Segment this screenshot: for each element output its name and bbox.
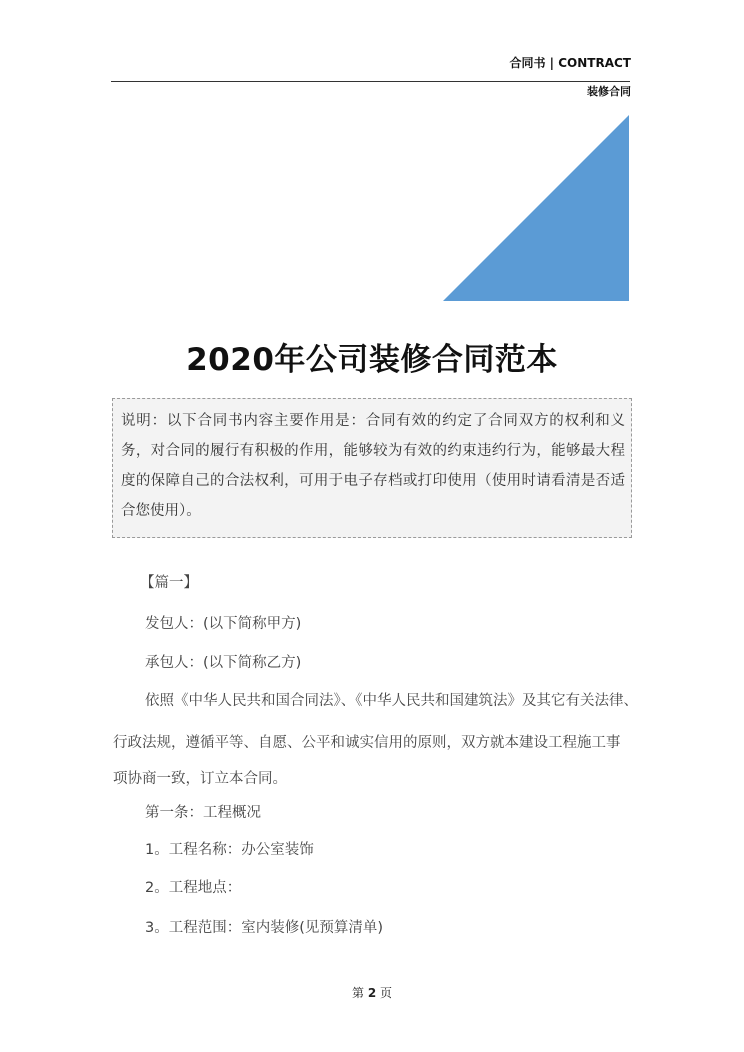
article-1-heading: 第一条：工程概况 — [145, 805, 261, 821]
footer-suffix: 页 — [380, 986, 393, 1000]
item-2: 2。工程地点： — [145, 880, 242, 896]
note-box: 说明：以下合同书内容主要作用是：合同有效的约定了合同双方的权利和义务，对合同的履行有积极的作用，能够较为有效的约束违约行为，能够最大程度的保障自己的合法权利，可用于电子存档或打印使用（使用时请看清是否适合您使用）。 — [112, 398, 632, 538]
footer-prefix: 第 — [351, 986, 364, 1000]
header-subtitle: 装修合同 — [587, 85, 631, 98]
header-divider — [111, 81, 630, 82]
party-a-line: 发包人：(以下简称甲方) — [145, 616, 302, 632]
document-title: 2020年公司装修合同范本 — [186, 342, 558, 378]
section-heading: 【篇一】 — [140, 575, 198, 591]
party-b-line: 承包人：(以下简称乙方) — [145, 655, 302, 671]
page-number: 2 — [367, 986, 377, 1000]
decorative-triangle — [443, 115, 629, 301]
header-contract-label: 合同书 | CONTRACT — [509, 56, 631, 70]
intro-line-3: 项协商一致，订立本合同。 — [113, 771, 287, 787]
intro-line-2: 行政法规，遵循平等、自愿、公平和诚实信用的原则，双方就本建设工程施工事 — [113, 735, 621, 751]
intro-line-1: 依照《中华人民共和国合同法》、《中华人民共和国建筑法》及其它有关法律、 — [145, 693, 638, 709]
item-3: 3。工程范围：室内装修(见预算清单) — [145, 920, 384, 936]
page-footer — [0, 984, 744, 1001]
item-1: 1。工程名称：办公室装饰 — [145, 842, 314, 858]
